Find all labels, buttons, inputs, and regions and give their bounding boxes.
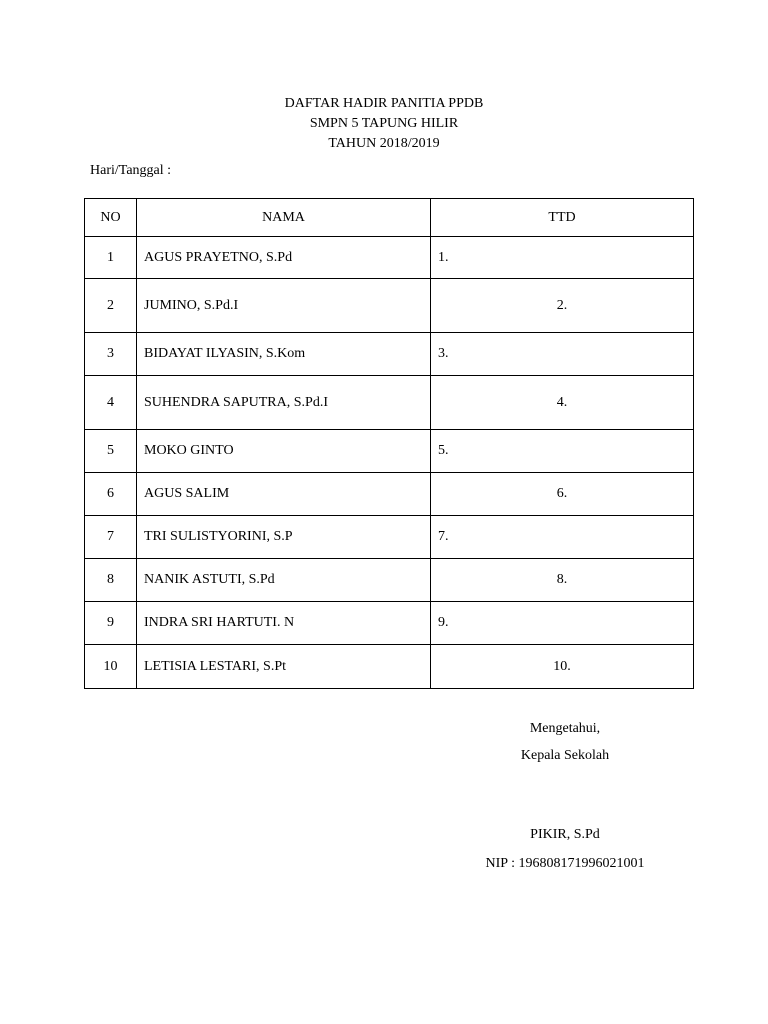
row-nama: BIDAYAT ILYASIN, S.Kom — [137, 333, 431, 376]
row-ttd: 2. — [431, 279, 694, 333]
row-ttd: 3. — [431, 333, 694, 376]
row-nama: AGUS PRAYETNO, S.Pd — [137, 237, 431, 279]
table-row — [85, 602, 694, 645]
row-ttd: 7. — [431, 516, 694, 559]
table-row — [85, 473, 694, 516]
row-nama: INDRA SRI HARTUTI. N — [137, 602, 431, 645]
table-row — [85, 237, 694, 279]
row-no: 5 — [85, 430, 137, 473]
row-nama: NANIK ASTUTI, S.Pd — [137, 559, 431, 602]
row-nama: JUMINO, S.Pd.I — [137, 279, 431, 333]
row-no: 1 — [85, 237, 137, 279]
signatory-nip: NIP : 196808171996021001 — [485, 856, 645, 871]
row-no: 2 — [85, 279, 137, 333]
table-row — [85, 279, 694, 333]
row-ttd: 9. — [431, 602, 694, 645]
header-nama: NAMA — [137, 199, 431, 237]
acknowledged-label: Mengetahui, — [529, 721, 601, 736]
table-row — [85, 516, 694, 559]
attendance-table — [84, 198, 694, 689]
table-header-row — [85, 199, 694, 237]
row-nama: SUHENDRA SAPUTRA, S.Pd.I — [137, 376, 431, 430]
table-row — [85, 430, 694, 473]
row-nama: MOKO GINTO — [137, 430, 431, 473]
row-no: 7 — [85, 516, 137, 559]
header-no: NO — [85, 199, 137, 237]
row-nama: TRI SULISTYORINI, S.P — [137, 516, 431, 559]
header-ttd: TTD — [431, 199, 694, 237]
row-no: 10 — [85, 645, 137, 689]
signatory-name: PIKIR, S.Pd — [530, 827, 600, 842]
row-ttd: 4. — [431, 376, 694, 430]
row-no: 6 — [85, 473, 137, 516]
row-ttd: 5. — [431, 430, 694, 473]
row-no: 9 — [85, 602, 137, 645]
row-ttd: 10. — [431, 645, 694, 689]
table-row — [85, 376, 694, 430]
row-nama: LETISIA LESTARI, S.Pt — [137, 645, 431, 689]
row-ttd: 1. — [431, 237, 694, 279]
row-ttd: 8. — [431, 559, 694, 602]
table-row — [85, 333, 694, 376]
row-no: 4 — [85, 376, 137, 430]
row-nama: AGUS SALIM — [137, 473, 431, 516]
document-title — [0, 94, 768, 154]
title-line-2: SMPN 5 TAPUNG HILIR — [309, 116, 459, 131]
table-row — [85, 559, 694, 602]
title-line-1: DAFTAR HADIR PANITIA PPDB — [284, 96, 484, 111]
position-label: Kepala Sekolah — [520, 748, 610, 763]
table-row — [85, 645, 694, 689]
row-ttd: 6. — [431, 473, 694, 516]
row-no: 3 — [85, 333, 137, 376]
title-line-3: TAHUN 2018/2019 — [328, 136, 440, 151]
date-label: Hari/Tanggal : — [90, 163, 172, 178]
row-no: 8 — [85, 559, 137, 602]
